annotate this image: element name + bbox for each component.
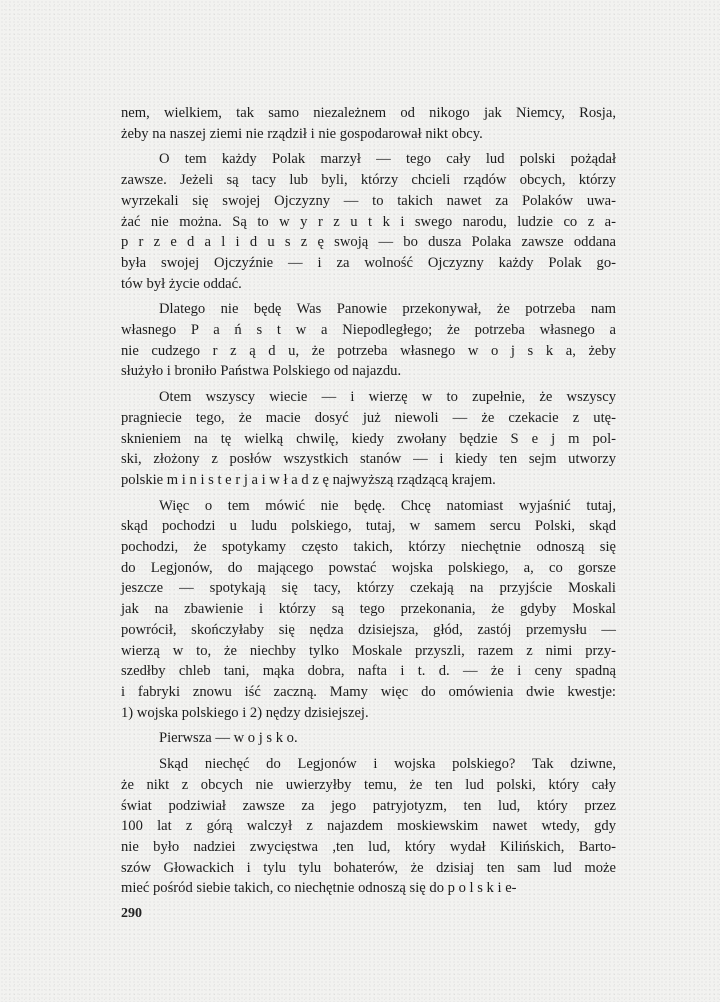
text-line: żać nie można. Są to w y r z u t k i swego narodu, ludzie co z a- — [121, 213, 616, 230]
text-line: była swojej Ojczyźnie — i za wolność Ojczyzny każdy Polak go- — [121, 254, 616, 271]
text-line: 1) wojska polskiego i 2) nędzy dzisiejszej. — [121, 704, 369, 721]
text-line: że nikt z obcych nie uwierzyłby temu, że ten lud polski, który cały — [121, 776, 616, 793]
paragraph — [121, 728, 616, 749]
text-line: Skąd niechęć do Legjonów i wojska polskiego? Tak dziwne, — [159, 756, 616, 773]
text-line: nie było nadziei zwycięstwa ,ten lud, który wydał Kilińskich, Barto- — [121, 838, 616, 855]
paragraph — [121, 496, 616, 724]
text-line: wierzą w to, że niechby tylko Moskale przyszli, razem z nimi przy- — [121, 642, 616, 659]
text-line: służyło i broniło Państwa Polskiego od najazdu. — [121, 363, 402, 380]
text-line: Dlatego nie będę Was Panowie przekonywał, że potrzeba nam — [159, 301, 616, 318]
text-line: tów był życie oddać. — [121, 275, 242, 292]
text-line: Otem wszyscy wiecie — i wierzę w to zupełnie, że wszyscy — [159, 389, 616, 406]
text-line: jak na zbawienie i którzy są tego przekonania, że gdyby Moskal — [121, 601, 616, 618]
paragraph — [121, 103, 616, 144]
text-line: sknieniem na tę wielką chwilę, kiedy zwołany będzie S e j m pol- — [121, 430, 616, 447]
text-line: O tem każdy Polak marzył — tego cały lud polski pożądał — [159, 151, 616, 168]
paragraph — [121, 387, 616, 491]
text-line: własnego P a ń s t w a Niepodległego; że potrzeba własnego a — [121, 322, 616, 339]
text-line: pochodzi, że spotykamy często takich, którzy niechętnie odnoszą się — [121, 539, 616, 556]
text-line: polskie m i n i s t e r j a i w ł a d z ę najwyższą rządzącą krajem. — [121, 471, 496, 488]
text-line: ski, złożony z posłów wszystkich stanów — i kiedy ten sejm utworzy — [121, 451, 616, 468]
text-line: jeszcze — spotykają się tacy, którzy czekają na przyjście Moskali — [121, 580, 616, 597]
paragraph — [121, 299, 616, 382]
paragraph — [121, 149, 616, 294]
text-line: nem, wielkiem, tak samo niezależnem od nikogo jak Niemcy, Rosja, — [121, 105, 616, 121]
text-line: świat podziwiał zawsze za jego patryjotyzm, ten lud, który przez — [121, 797, 616, 814]
text-line: szów Głowackich i tylu tylu bohaterów, że dzisiaj ten sam lud może — [121, 859, 616, 876]
body-text — [121, 103, 616, 904]
text-line: żeby na naszej ziemi nie rządził i nie gospodarował nikt obcy. — [121, 125, 483, 142]
text-line: powrócił, skończyłaby się nędza dzisiejsza, głód, zastój przemysłu — — [121, 621, 616, 638]
text-line: zawsze. Jeżeli są tacy lub byli, którzy chcieli rządów obcych, którzy — [121, 172, 616, 189]
text-line: 100 lat z górą walczył z najazdem moskiewskim nawet wtedy, gdy — [121, 818, 616, 835]
paragraph — [121, 754, 616, 899]
text-line: skąd pochodzi u ludu polskiego, tutaj, w samem sercu Polski, skąd — [121, 518, 616, 535]
text-line: mieć pośród siebie takich, co niechętnie odnoszą się do p o l s k i e- — [121, 880, 517, 897]
text-line: pragniecie tego, że macie dosyć już niewoli — że czekacie z utę- — [121, 409, 616, 426]
text-line: do Legjonów, do mającego powstać wojska polskiego, a, co gorsze — [121, 559, 616, 576]
page-number: 290 — [121, 906, 142, 921]
text-line: p r z e d a l i d u s z ę swoją — bo dusza Polaka zawsze oddana — [121, 234, 616, 251]
text-line: Pierwsza — w o j s k o. — [159, 730, 298, 747]
text-line: wyrzekali się swojej Ojczyzny — to takich nawet za Polaków uwa- — [121, 192, 616, 209]
text-line: i fabryki znowu iść zaczną. Mamy więc do omówienia dwie kwestje: — [121, 683, 616, 700]
text-line: szedłby chleb tani, mąka dobra, nafta i t. d. — że i ceny spadną — [121, 663, 616, 680]
text-line: Więc o tem mówić nie będę. Chcę natomiast wyjaśnić tutaj, — [159, 497, 616, 514]
text-line: nie cudzego r z ą d u, że potrzeba własnego w o j s k a, żeby — [121, 342, 616, 359]
